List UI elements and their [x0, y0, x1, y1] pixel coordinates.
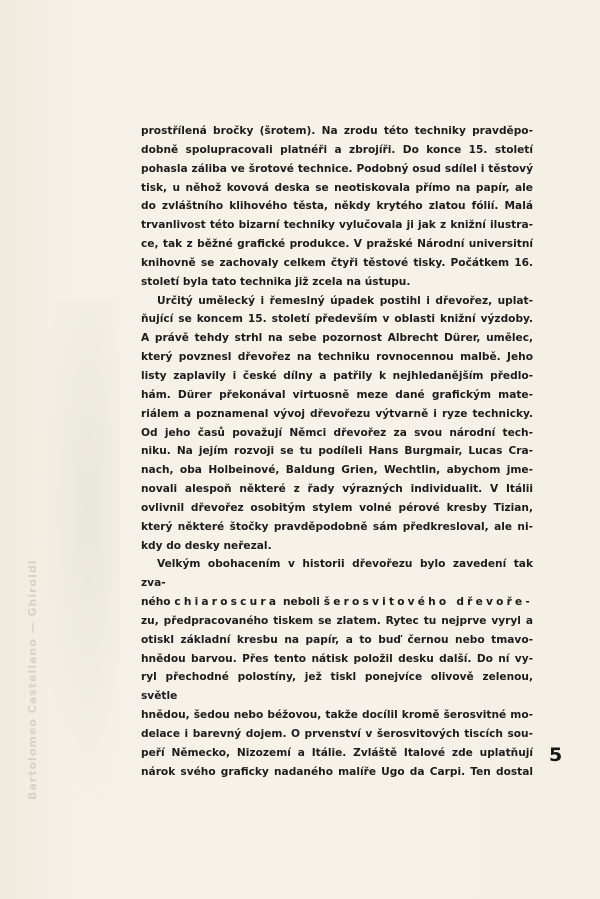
text-line: kdy do desky neřezal. — [141, 539, 272, 552]
text-line: dobně spolupracovali platnéři a zbrojíři. Do konce 15. století — [141, 143, 533, 156]
body-text — [141, 122, 533, 782]
text-line: A právě tehdy strhl na sebe pozornost Albrecht Dürer, umělec, — [141, 332, 533, 345]
text-line: prostřílená bročky (šrotem). Na zrodu této techniky pravděpo- — [141, 125, 533, 137]
emphasis-term: šerosvitového dřevoře- — [323, 596, 533, 609]
text-line: hám. Dürer překonával virtuosně meze dané grafickým mate- — [141, 388, 533, 401]
text-line: století byla tato technika již zcela na ústupu. — [141, 275, 411, 288]
text-line: nárok svého graficky nadaného malíře Ugo da Carpi. Ten dostal — [141, 765, 533, 778]
text-line: knihovně se zachovaly celkem čtyři těstové tisky. Počátkem 16. — [141, 256, 533, 269]
text-line: listy zaplavily i české dílny a patřily k nejhledanějším předlo- — [141, 369, 533, 382]
text-line: otiskl základní kresbu na papír, a to buď černou nebo tmavo- — [141, 633, 533, 646]
text-line: který některé štočky pravděpodobně sám předkresloval, ale ni- — [141, 520, 533, 533]
emphasis-term: chiaroscura — [174, 596, 280, 609]
text-line-spaced — [141, 593, 533, 612]
text-line: zu, předpracovaného tiskem se zlatem. Rytec tu nejprve vyryl a — [141, 614, 533, 627]
text-line: který povznesl dřevořez na techniku rovnocennou malbě. Jeho — [141, 351, 533, 364]
text-fragment: neboli — [283, 596, 320, 609]
text-line: Určitý umělecký i řemeslný úpadek postihl i dřevořez, uplat- — [157, 294, 533, 307]
text-line: riálem a poznamenal vývoj dřevořezu výtvarně i ryze technicky. — [141, 407, 533, 420]
text-line: peří Německo, Nizozemí a Itálie. Zvláště Italové zde uplatňují — [141, 746, 533, 759]
show-through-image — [40, 300, 120, 820]
text-line: hnědou, šedou nebo béžovou, takže docílil kromě šerosvitné mo- — [141, 709, 533, 722]
text-line: pohasla záliba ve šrotové technice. Podobný osud sdílel i těstový — [141, 162, 533, 175]
text-fragment: ného — [141, 596, 171, 609]
text-line: do zvláštního klihového těsta, někdy krytého zlatou fólií. Malá — [141, 200, 533, 213]
text-line: ce, tak z běžné grafické produkce. V pražské Národní universitní — [141, 238, 533, 251]
text-line: Velkým obohacením v historii dřevořezu bylo zavedení tak zva- — [141, 558, 533, 590]
text-line: hnědou barvou. Přes tento nátisk položil desku další. Do ní vy- — [141, 652, 533, 665]
text-line: tisk, u něhož kovová deska se neotiskovala přímo na papír, ale — [141, 181, 533, 194]
text-line: trvanlivost této bizarní techniky vylučovala ji jak z knižní ilustra- — [141, 219, 533, 232]
text-line: ryl přechodné polostíny, jež tiskl ponejvíce olivově zelenou, světle — [141, 671, 533, 703]
text-line: novali alespoň některé z řady výrazných individualit. V Itálii — [141, 483, 533, 496]
text-line: Od jeho časů považují Němci dřevořez za svou národní tech- — [141, 426, 533, 439]
text-line: niku. Na jejím rozvoji se tu podíleli Hans Burgmair, Lucas Cra- — [141, 445, 533, 458]
text-line: delace i barevný dojem. O prvenství v šerosvitových tiscích sou- — [141, 728, 533, 740]
text-line: ovlivnil dřevořez osobitým stylem volné pérové kresby Tizian, — [141, 501, 533, 514]
text-line: ňující se koncem 15. století především v oblasti knižní výzdoby. — [141, 313, 533, 326]
show-through-caption: Bartolomeo Castellano — Ghiroldi — [26, 559, 39, 800]
text-line: nach, oba Holbeinové, Baldung Grien, Wechtlin, abychom jme- — [141, 464, 533, 477]
page-number: 5 — [549, 744, 563, 766]
